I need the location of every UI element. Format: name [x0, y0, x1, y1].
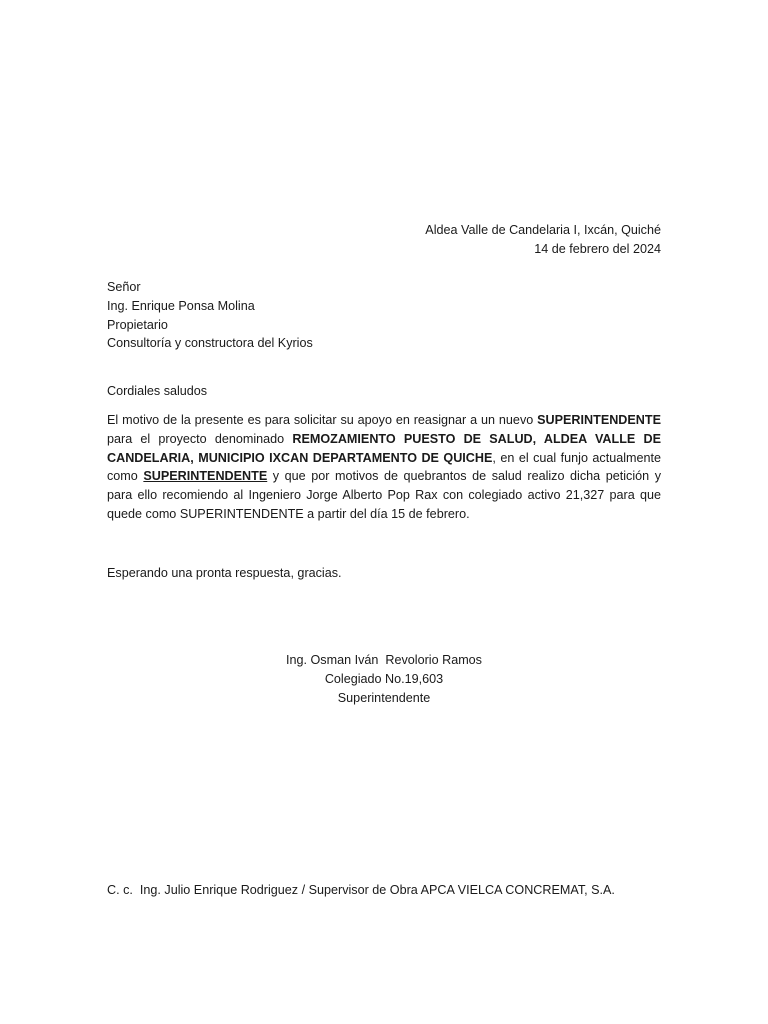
closing-line: Esperando una pronta respuesta, gracias. — [107, 566, 342, 580]
body-bold-project: REMOZAMIENTO PUESTO DE SALUD, ALDEA VALLE DE CANDELARIA, MUNICIPIO IXCAN DEPARTAMENTO DE QUICHE — [107, 431, 661, 465]
recipient-block — [107, 278, 661, 353]
signer-name: Ing. Osman Iván Revolorio Ramos — [286, 653, 482, 667]
recipient-salutation: Señor — [107, 280, 141, 294]
body-underlined-term: SUPERINTENDENTE — [143, 469, 268, 484]
body-text-3: , en el cual funjo actualmente como — [107, 450, 662, 484]
body-text-2: para el proyecto denominado — [107, 431, 293, 446]
body-paragraph — [107, 411, 661, 524]
body-text-4: y que por motivos de quebrantos de salud realizo dicha petición y para ello recomiendo al Ingeniero Jorge Alberto Pop Rax con colegiado activo 21,327 para que quede como SUPERINTENDENTE a partir del día 15 de febrero. — [107, 469, 661, 521]
greeting: Cordiales saludos — [107, 384, 208, 398]
signer-title: Superintendente — [337, 690, 431, 705]
recipient-role: Propietario — [107, 317, 168, 332]
recipient-company: Consultoría y constructora del Kyrios — [107, 336, 313, 351]
body-bold-1: SUPERINTENDENTE — [537, 413, 661, 427]
place-line: Aldea Valle de Candelaria I, Ixcán, Quiché — [425, 223, 661, 237]
body-bold-underlined — [143, 469, 267, 483]
date-line: 14 de febrero del 2024 — [534, 241, 661, 256]
signer-colegiado: Colegiado No.19,603 — [324, 671, 444, 686]
recipient-name: Ing. Enrique Ponsa Molina — [107, 298, 255, 313]
letter-header — [107, 221, 661, 259]
signature-block — [107, 651, 661, 707]
cc-line: C. c. Ing. Julio Enrique Rodriguez / Supervisor de Obra APCA VIELCA CONCREMAT, S.A. — [107, 883, 615, 897]
body-text-1: El motivo de la presente es para solicitar su apoyo en reasignar a un nuevo — [107, 413, 538, 427]
